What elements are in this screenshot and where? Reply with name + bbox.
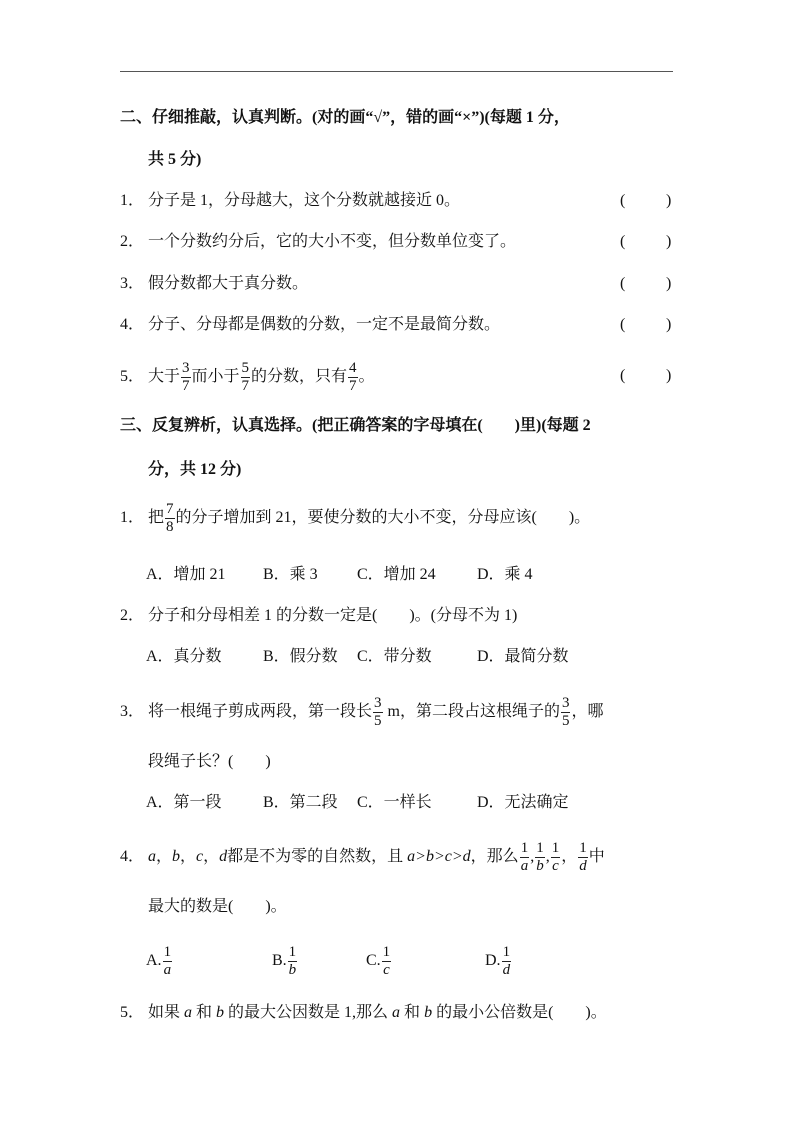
option-d[interactable]: D．无法确定 bbox=[477, 794, 569, 811]
paren-open: ( bbox=[620, 367, 626, 384]
header-rule bbox=[120, 71, 673, 72]
item-text: 大于 bbox=[148, 368, 181, 386]
option-label: B. bbox=[272, 952, 287, 970]
numerator: 1 bbox=[551, 840, 560, 856]
fraction bbox=[373, 695, 383, 730]
option-b[interactable]: B．乘 3 bbox=[263, 566, 318, 583]
item-number: 3． bbox=[120, 703, 145, 721]
denominator: d bbox=[502, 962, 511, 978]
variable: a bbox=[392, 1004, 401, 1021]
item-text: 分子和分母相差 1 的分数一定是( )。(分母不为 1) bbox=[148, 607, 518, 624]
option-a[interactable] bbox=[146, 944, 173, 979]
item-number: 3． bbox=[120, 275, 145, 292]
section2-title: 二、仔细推敲，认真判断。(对的画“√”，错的画“×”)(每题 1 分， bbox=[120, 109, 570, 126]
option-b[interactable]: B．假分数 bbox=[263, 648, 338, 665]
option-b[interactable]: B．第二段 bbox=[263, 794, 338, 811]
item-number: 4． bbox=[120, 316, 145, 333]
section2-title-cont: 共 5 分) bbox=[148, 151, 202, 168]
item-text: 而小于 bbox=[191, 368, 240, 386]
denominator: 5 bbox=[561, 713, 570, 729]
answer-blank[interactable] bbox=[620, 273, 670, 295]
variable: b bbox=[216, 1004, 225, 1021]
item-text: 的最小公倍数是( )。 bbox=[432, 1004, 607, 1021]
paren-open: ( bbox=[620, 233, 626, 250]
denominator: 7 bbox=[241, 378, 250, 394]
fraction bbox=[181, 360, 191, 395]
item-text: 的最大公因数是 1,那么 bbox=[224, 1004, 393, 1021]
option-label: C. bbox=[366, 952, 381, 970]
fraction bbox=[578, 840, 588, 875]
paren-close: ) bbox=[666, 233, 672, 250]
fraction bbox=[561, 695, 571, 730]
item-text: 分子、分母都是偶数的分数，一定不是最简分数。 bbox=[148, 316, 501, 333]
separator: ， bbox=[156, 848, 173, 866]
item-text: 。 bbox=[358, 368, 375, 386]
option-c[interactable]: C．增加 24 bbox=[357, 566, 436, 583]
paren-close: ) bbox=[666, 192, 672, 209]
item-number: 2． bbox=[120, 233, 145, 250]
denominator: c bbox=[383, 962, 390, 978]
option-c[interactable]: C．带分数 bbox=[357, 648, 432, 665]
denominator: b bbox=[536, 858, 544, 874]
item-number: 5． bbox=[120, 368, 145, 386]
numerator: 1 bbox=[382, 944, 391, 960]
item-text: 都是不为零的自然数，且 bbox=[227, 848, 408, 866]
item-text: 中 bbox=[588, 848, 605, 866]
numerator: 1 bbox=[163, 944, 172, 960]
answer-blank[interactable] bbox=[620, 314, 670, 336]
denominator: c bbox=[552, 858, 559, 874]
denominator: 7 bbox=[349, 378, 357, 394]
numerator: 1 bbox=[536, 840, 544, 856]
answer-blank[interactable] bbox=[620, 365, 670, 387]
numerator: 3 bbox=[561, 695, 570, 711]
option-label: A. bbox=[146, 952, 162, 970]
fraction bbox=[165, 501, 175, 536]
separator: , bbox=[530, 848, 535, 866]
inequality: a>b>c>d bbox=[407, 848, 471, 866]
denominator: a bbox=[163, 962, 172, 978]
fraction bbox=[382, 944, 392, 979]
numerator: 1 bbox=[520, 840, 529, 856]
fraction bbox=[520, 840, 530, 875]
separator: , bbox=[545, 848, 550, 866]
item-text: 将一根绳子剪成两段，第一段长 bbox=[148, 703, 373, 721]
option-d[interactable]: D．最简分数 bbox=[477, 648, 569, 665]
item-text: 把 bbox=[148, 509, 165, 527]
item-text: ，哪 bbox=[571, 703, 604, 721]
fraction bbox=[288, 944, 298, 979]
denominator: 7 bbox=[182, 378, 190, 394]
item-text: 分子是 1，分母越大，这个分数就越接近 0。 bbox=[148, 192, 461, 209]
paren-close: ) bbox=[666, 316, 672, 333]
numerator: 1 bbox=[288, 944, 297, 960]
item-text: 和 bbox=[400, 1004, 425, 1021]
paren-close: ) bbox=[666, 367, 672, 384]
variable: d bbox=[219, 848, 228, 866]
fraction bbox=[551, 840, 561, 875]
numerator: 5 bbox=[241, 360, 250, 376]
item-text: ，那么 bbox=[470, 848, 519, 866]
denominator: 5 bbox=[374, 713, 382, 729]
numerator: 3 bbox=[182, 360, 190, 376]
section3-title: 三、反复辨析，认真选择。(把正确答案的字母填在( )里)(每题 2 bbox=[120, 417, 591, 434]
paren-open: ( bbox=[620, 192, 626, 209]
option-a[interactable]: A．真分数 bbox=[146, 648, 222, 665]
denominator: d bbox=[579, 858, 587, 874]
item-text: 一个分数约分后，它的大小不变，但分数单位变了。 bbox=[148, 233, 517, 250]
section3-title-cont: 分，共 12 分) bbox=[148, 461, 242, 478]
paren-close: ) bbox=[666, 275, 672, 292]
paren-open: ( bbox=[620, 275, 626, 292]
item-text: 如果 bbox=[148, 1004, 185, 1021]
fraction bbox=[348, 360, 358, 395]
option-c[interactable] bbox=[366, 944, 392, 979]
item-text: m，第二段占这根绳子的 bbox=[383, 703, 560, 721]
variable: b bbox=[172, 848, 181, 866]
item-text: 的分数，只有 bbox=[251, 368, 348, 386]
answer-blank[interactable] bbox=[620, 190, 670, 212]
numerator: 7 bbox=[166, 501, 174, 517]
item-text-cont: 最大的数是( )。 bbox=[148, 898, 287, 915]
option-d[interactable] bbox=[485, 944, 512, 979]
separator: ， bbox=[180, 848, 197, 866]
numerator: 1 bbox=[579, 840, 587, 856]
fraction bbox=[502, 944, 512, 979]
option-a[interactable]: A．增加 21 bbox=[146, 566, 226, 583]
numerator: 3 bbox=[374, 695, 382, 711]
variable: a bbox=[148, 848, 156, 866]
numerator: 1 bbox=[502, 944, 511, 960]
separator: ， bbox=[203, 848, 220, 866]
variable: c bbox=[196, 848, 204, 866]
item-number: 1． bbox=[120, 192, 145, 209]
denominator: b bbox=[288, 962, 297, 978]
paren-open: ( bbox=[620, 316, 626, 333]
item-text: 的分子增加到 21，要使分数的大小不变，分母应该( )。 bbox=[175, 509, 591, 527]
variable: a bbox=[184, 1004, 193, 1021]
fraction bbox=[535, 840, 545, 875]
fraction bbox=[241, 360, 251, 395]
item-text: 和 bbox=[192, 1004, 217, 1021]
variable: b bbox=[424, 1004, 433, 1021]
item-text-cont: 段绳子长？( ) bbox=[148, 753, 271, 770]
item-number: 4． bbox=[120, 848, 145, 866]
separator: ， bbox=[561, 848, 578, 866]
item-number: 2． bbox=[120, 607, 145, 624]
fraction bbox=[163, 944, 173, 979]
item-number: 1． bbox=[120, 509, 145, 527]
option-b[interactable] bbox=[272, 944, 298, 979]
item-number: 5． bbox=[120, 1004, 145, 1021]
item-text: 假分数都大于真分数。 bbox=[148, 275, 309, 292]
option-label: D. bbox=[485, 952, 501, 970]
option-a[interactable]: A．第一段 bbox=[146, 794, 222, 811]
option-d[interactable]: D．乘 4 bbox=[477, 566, 533, 583]
answer-blank[interactable] bbox=[620, 231, 670, 253]
option-c[interactable]: C．一样长 bbox=[357, 794, 432, 811]
denominator: a bbox=[520, 858, 529, 874]
numerator: 4 bbox=[349, 360, 357, 376]
denominator: 8 bbox=[166, 519, 174, 535]
